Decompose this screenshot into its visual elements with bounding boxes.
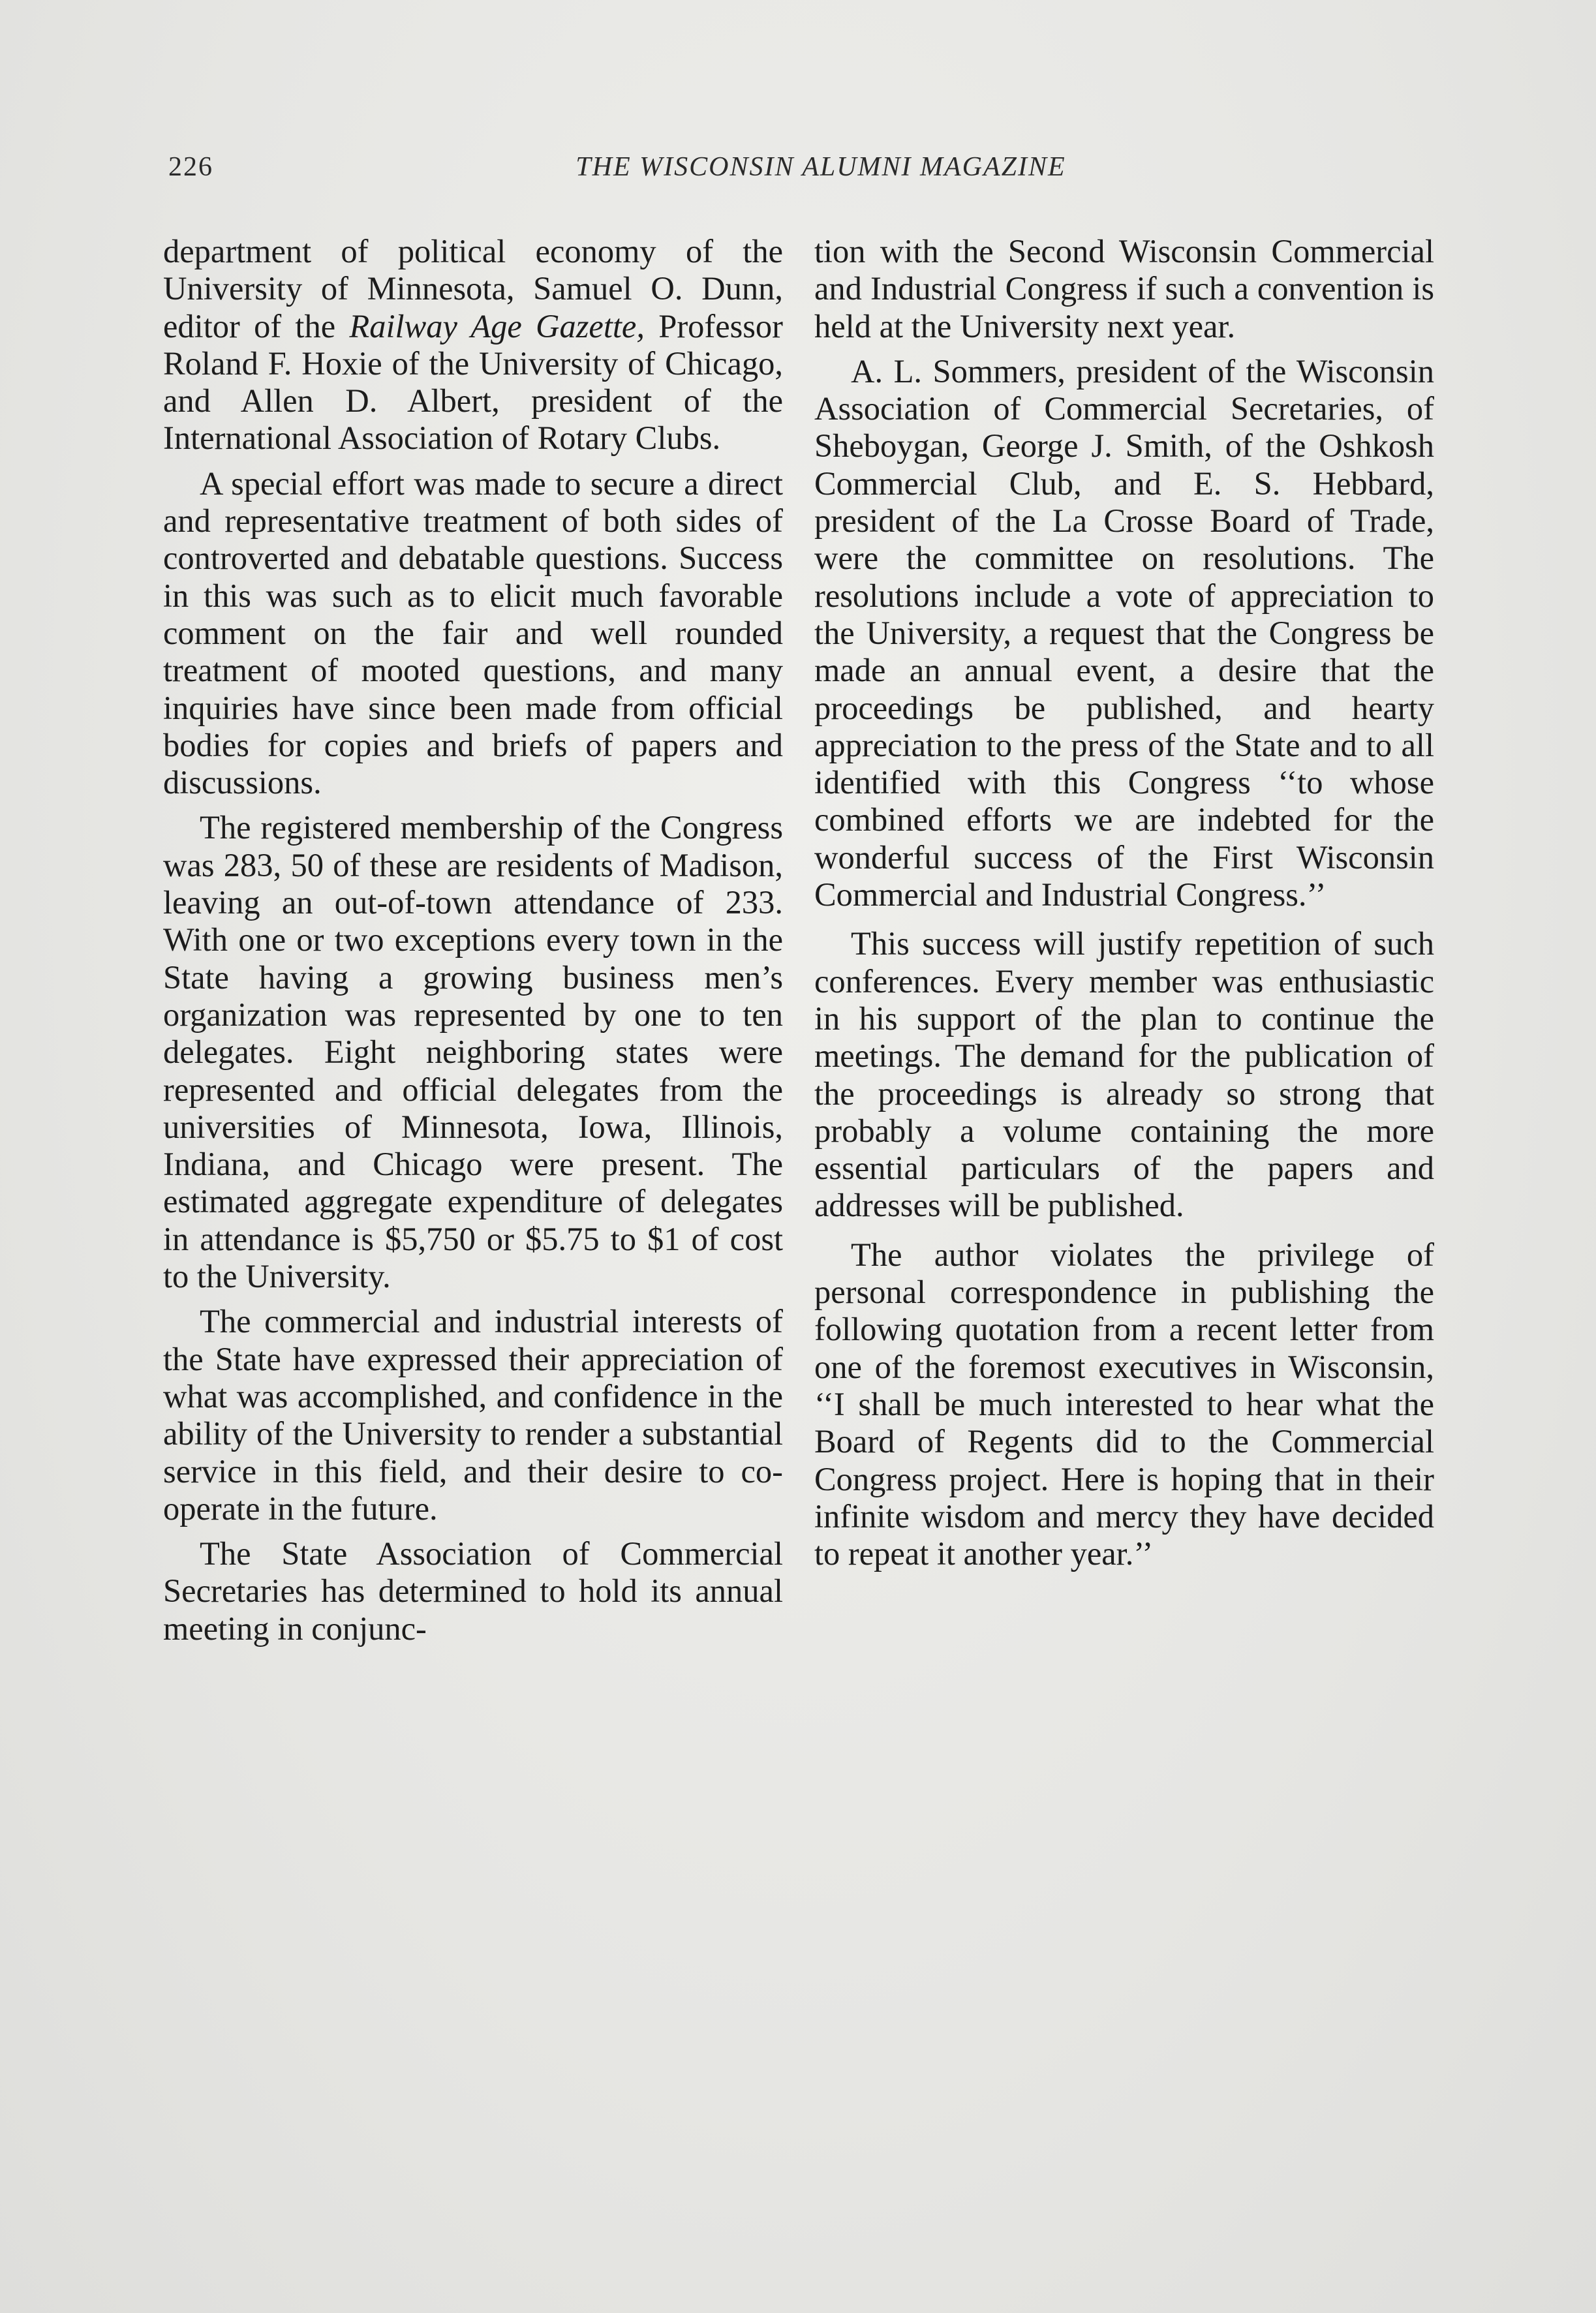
paragraph-continued bbox=[163, 233, 783, 457]
paragraph-special-effort: A special effort was made to secure a direct and representative treatment of both sides of controverted and debatable questions. Success in this was such as to elicit much favorable comment on the fair and well rounded treatment of mooted questions, and many inquiries have since been made from official bodies for copies and briefs of papers and discussions. bbox=[163, 465, 783, 801]
publication-title: Railway Age Gazette, bbox=[349, 307, 645, 345]
page-number: 226 bbox=[168, 152, 213, 182]
text-run: Professor Roland F. Hoxie of the University of Chicago, and Allen D. Albert, president of the International Association of Rotary Clubs. bbox=[163, 307, 783, 457]
text-run: department of political economy of the University of Minnesota, Samuel O. Dunn, editor of the bbox=[163, 233, 783, 345]
left-column bbox=[163, 233, 783, 1647]
paragraph-membership: The registered membership of the Congress was 283, 50 of these are residents of Madison, leaving an out-of-town attendance of 233. With one or two exceptions every town in the State having a growing business men’s organization was represented by one to ten delegates. Eight neighboring states were represented and official delegates from the universities of Minnesota, Iowa, Illinois, Indiana, and Chicago were present. The estimated aggregate expenditure of delegates in attendance is $5,750 or $5.75 to $1 of cost to the University. bbox=[163, 809, 783, 1295]
magazine-title: THE WISCONSIN ALUMNI MAGAZINE bbox=[575, 152, 1066, 182]
right-column bbox=[814, 233, 1434, 1572]
paragraph-continued: tion with the Second Wisconsin Commercial and Industrial Congress if such a convention is held at the University next year. bbox=[814, 233, 1434, 345]
running-head bbox=[168, 151, 1434, 191]
paragraph-success: This success will justify repetition of such conferences. Every member was enthusiastic in his support of the plan to continue the meetings. The demand for the publication of the proceedings is already so strong that probably a volume containing the more essential particulars of the papers and addresses will be published. bbox=[814, 925, 1434, 1224]
paragraph-state-association: The State Association of Commercial Secretaries has determined to hold its annual meeting in conjunc- bbox=[163, 1535, 783, 1647]
paragraph-commercial-interests: The commercial and industrial interests of the State have expressed their appreciation of what was accomplished, and confidence in the ability of the University to render a substantial service in this field, and their desire to co-operate in the future. bbox=[163, 1303, 783, 1527]
paragraph-author-quotation: The author violates the privilege of personal correspondence in publishing the following quotation from a recent letter from one of the foremost executives in Wisconsin, ‘‘I shall be much interested to hear what the Board of Regents did to the Commercial Congress project. Here is hoping that in their infinite wisdom and mercy they have decided to repeat it another year.’’ bbox=[814, 1236, 1434, 1572]
paragraph-resolutions: A. L. Sommers, president of the Wisconsin Association of Commercial Secretaries, of Sheboygan, George J. Smith, of the Oshkosh Commercial Club, and E. S. Hebbard, president of the La Crosse Board of Trade, were the committee on resolutions. The resolutions include a vote of appreciation to the University, a request that the Congress be made an annual event, a desire that the proceedings be published, and hearty appreciation to the press of the State and to all identified with this Congress ‘‘to whose combined efforts we are indebted for the wonderful success of the First Wisconsin Commercial and Industrial Congress.’’ bbox=[814, 352, 1434, 913]
